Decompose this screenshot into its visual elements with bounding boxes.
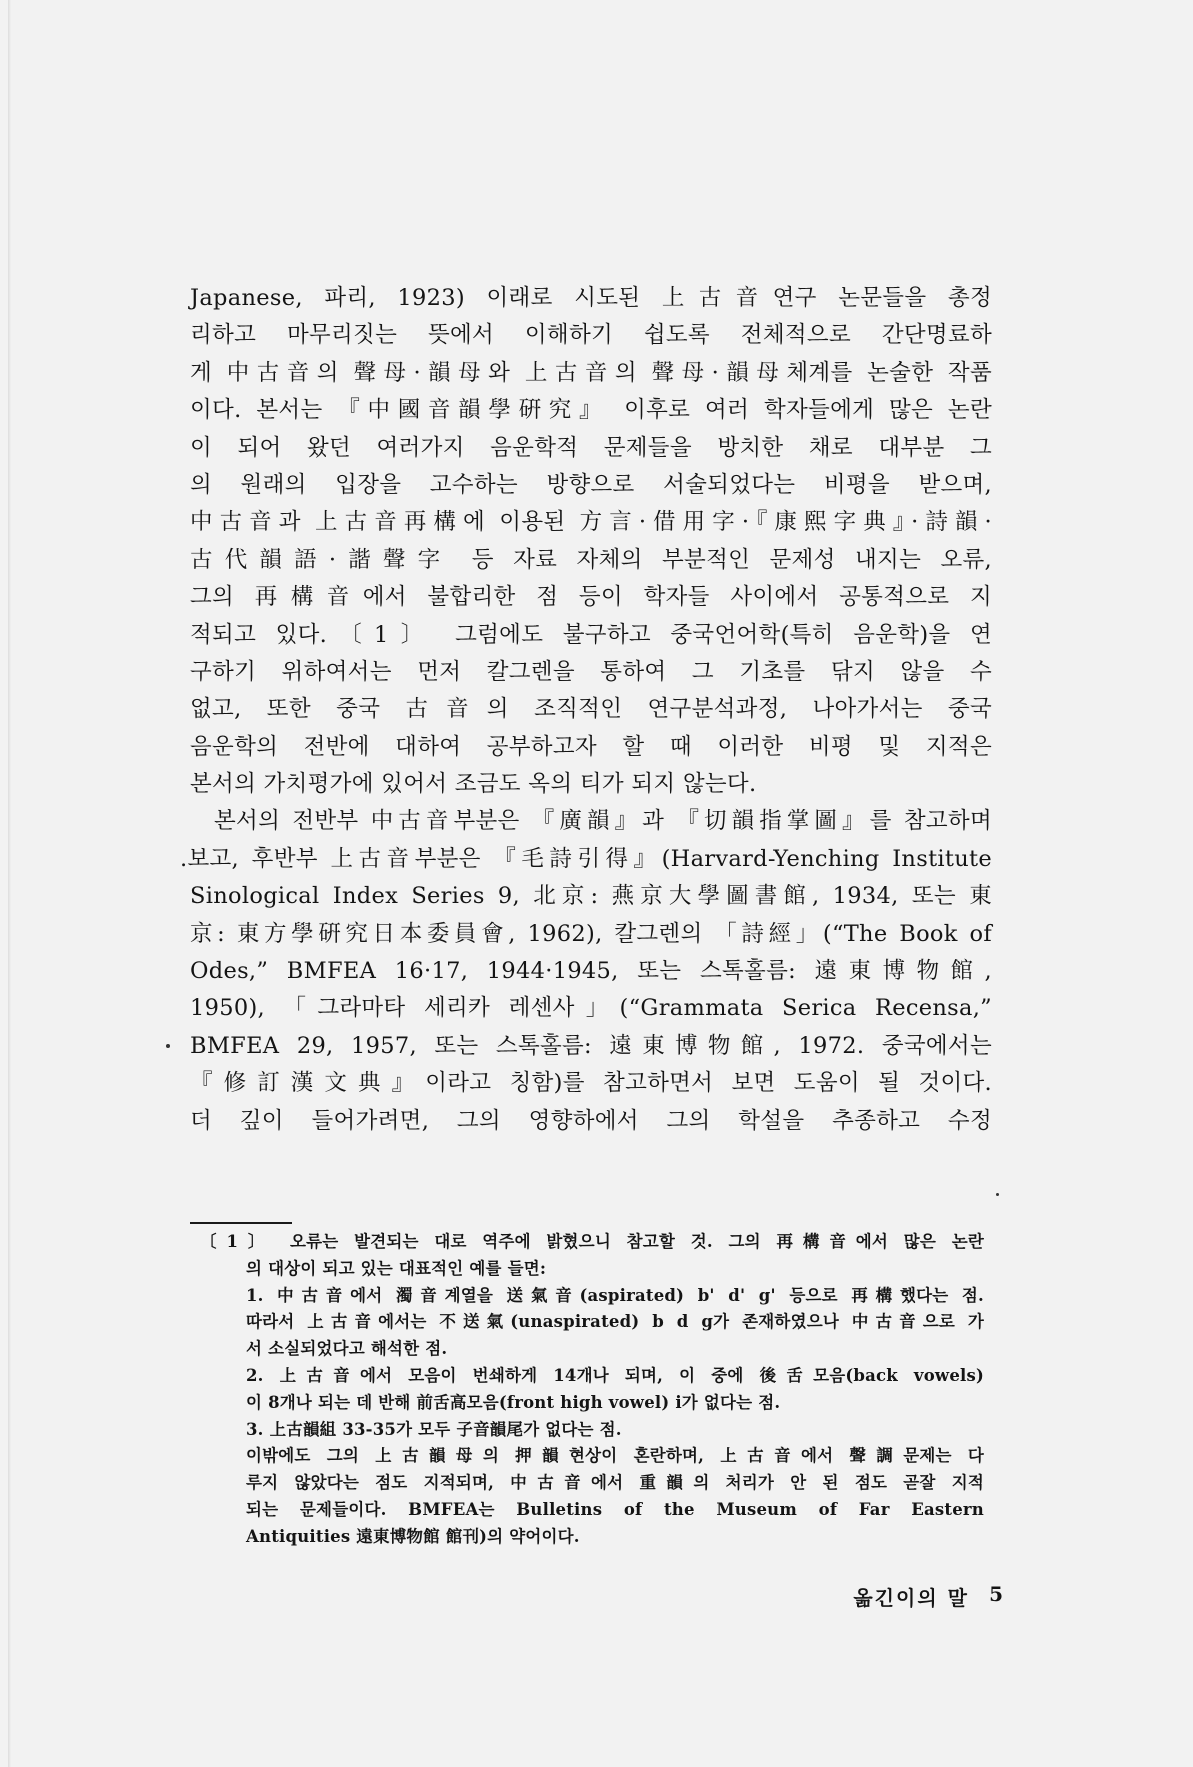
footnote-line: 〔1〕 오류는 발견되는 대로 역주에 밝혔으니 참고할 것. 그의 再構音에서 많은 논란 (200, 1232, 984, 1251)
body-line: 본서의 가치평가에 있어서 조금도 옥의 티가 되지 않는다. (190, 771, 757, 798)
body-line: Odes,” BMFEA 16·17, 1944·1945, 또는 스톡홀름: 遠東博物館, (190, 958, 992, 985)
page-footer (0, 1582, 1193, 1616)
footnote-line: 2. 上古音에서 모음이 번쇄하게 14개나 되며, 이 중에 後舌모음(back vowels) (246, 1365, 984, 1385)
body-line: 음운학의 전반에 대하여 공부하고자 할 때 이러한 비평 및 지적은 (190, 733, 992, 760)
body-line: 의 원래의 입장을 고수하는 방향으로 서술되었다는 비평을 받으며, (190, 471, 992, 498)
footnote-line: Antiquities 遠東博物館 館刊)의 약어이다. (246, 1526, 580, 1546)
footnote-line: 따라서 上古音에서는 不送氣(unaspirated) b d g가 존재하였으나 中古音으로 가 (246, 1312, 984, 1332)
page-number: 5 (989, 1582, 1003, 1606)
body-line: 없고, 또한 중국 古音의 조직적인 연구분석과정, 나아가서는 중국 (190, 696, 992, 723)
body-line: Japanese, 파리, 1923) 이래로 시도된 上古音연구 논문들을 총정 (190, 285, 992, 311)
body-line: .보고, 후반부 上古音부분은 『毛詩引得』(Harvard-Yenching Institute (180, 845, 992, 872)
body-line: Sinological Index Series 9, 北京: 燕京大學圖書館, 1934, 또는 東 (190, 883, 992, 910)
running-head: 옮긴이의 말 (853, 1586, 969, 1610)
footnote-line: 되는 문제들이다. BMFEA는 Bulletins of the Museum of Far Eastern (246, 1499, 984, 1519)
body-line: 『修訂漢文典』이라고 칭함)를 참고하면서 보면 도움이 될 것이다. (190, 1070, 992, 1097)
body-line: 古代韻語·諧聲字 등 자료 자체의 부분적인 문제성 내지는 오류, (190, 546, 992, 573)
footnote-line: 1. 中古音에서 濁音계열을 送氣音(aspirated) b' d' g' 등으로 再構했다는 점. (246, 1285, 984, 1305)
body-line: 본서의 전반부 中古音부분은 『廣韻』과 『切韻指掌圖』를 참고하며 (214, 808, 992, 835)
margin-speck (996, 1193, 999, 1196)
margin-speck (166, 1044, 170, 1048)
body-line: 구하기 위하여서는 먼저 칼그렌을 통하여 그 기초를 닦지 않을 수 (190, 658, 992, 685)
footnote-line: 이밖에도 그의 上古韻母의 押韻현상이 혼란하며, 上古音에서 聲調문제는 다 (246, 1446, 984, 1466)
body-line: 中古音과 上古音再構에 이용된 方言·借用字·『康熙字典』·詩韻· (190, 509, 992, 536)
body-line: 그의 再構音에서 불합리한 점 등이 학자들 사이에서 공통적으로 지 (190, 584, 992, 611)
body-line: 적되고 있다.〔1〕 그럼에도 불구하고 중국언어학(특히 음운학)을 연 (190, 621, 992, 648)
footnote-divider (190, 1222, 292, 1224)
body-line: 이 되어 왔던 여러가지 음운학적 문제들을 방치한 채로 대부분 그 (190, 434, 992, 461)
footnote-line: 의 대상이 되고 있는 대표적인 예를 들면: (246, 1258, 547, 1278)
body-line: 리하고 마무리짓는 뜻에서 이해하기 쉽도록 전체적으로 간단명료하 (190, 322, 992, 349)
main-body-text (180, 280, 992, 1140)
body-line: BMFEA 29, 1957, 또는 스톡홀름: 遠東博物館, 1972. 중국에서는 (190, 1032, 992, 1059)
footnote-line: 이 8개나 되는 데 반해 前舌高모음(front high vowel) i가 없다는 점. (246, 1392, 781, 1412)
body-line: 京: 東方學硏究日本委員會, 1962), 칼그렌의 「詩經」(“The Book of (190, 920, 992, 947)
body-line: 1950), 「그라마타 세리카 레센사」(“Grammata Serica Recensa,” (190, 995, 992, 1022)
footnote-block (200, 1229, 984, 1551)
body-line: 더 깊이 들어가려면, 그의 영향하에서 그의 학설을 추종하고 수정 (190, 1107, 992, 1134)
body-line: 게 中古音의 聲母·韻母와 上古音의 聲母·韻母체계를 논술한 작품 (190, 359, 992, 386)
scan-edge-shadow (8, 0, 11, 1767)
footnote-line: 서 소실되었다고 해석한 점. (246, 1339, 448, 1359)
footnote-line: 3. 上古韻組 33-35가 모두 子音韻尾가 없다는 점. (246, 1419, 622, 1439)
footnote-line: 루지 않았다는 점도 지적되며, 中古音에서 重韻의 처리가 안 된 점도 곧잘 지적 (246, 1473, 984, 1493)
body-line: 이다. 본서는 『中國音韻學硏究』 이후로 여러 학자들에게 많은 논란 (190, 397, 992, 424)
